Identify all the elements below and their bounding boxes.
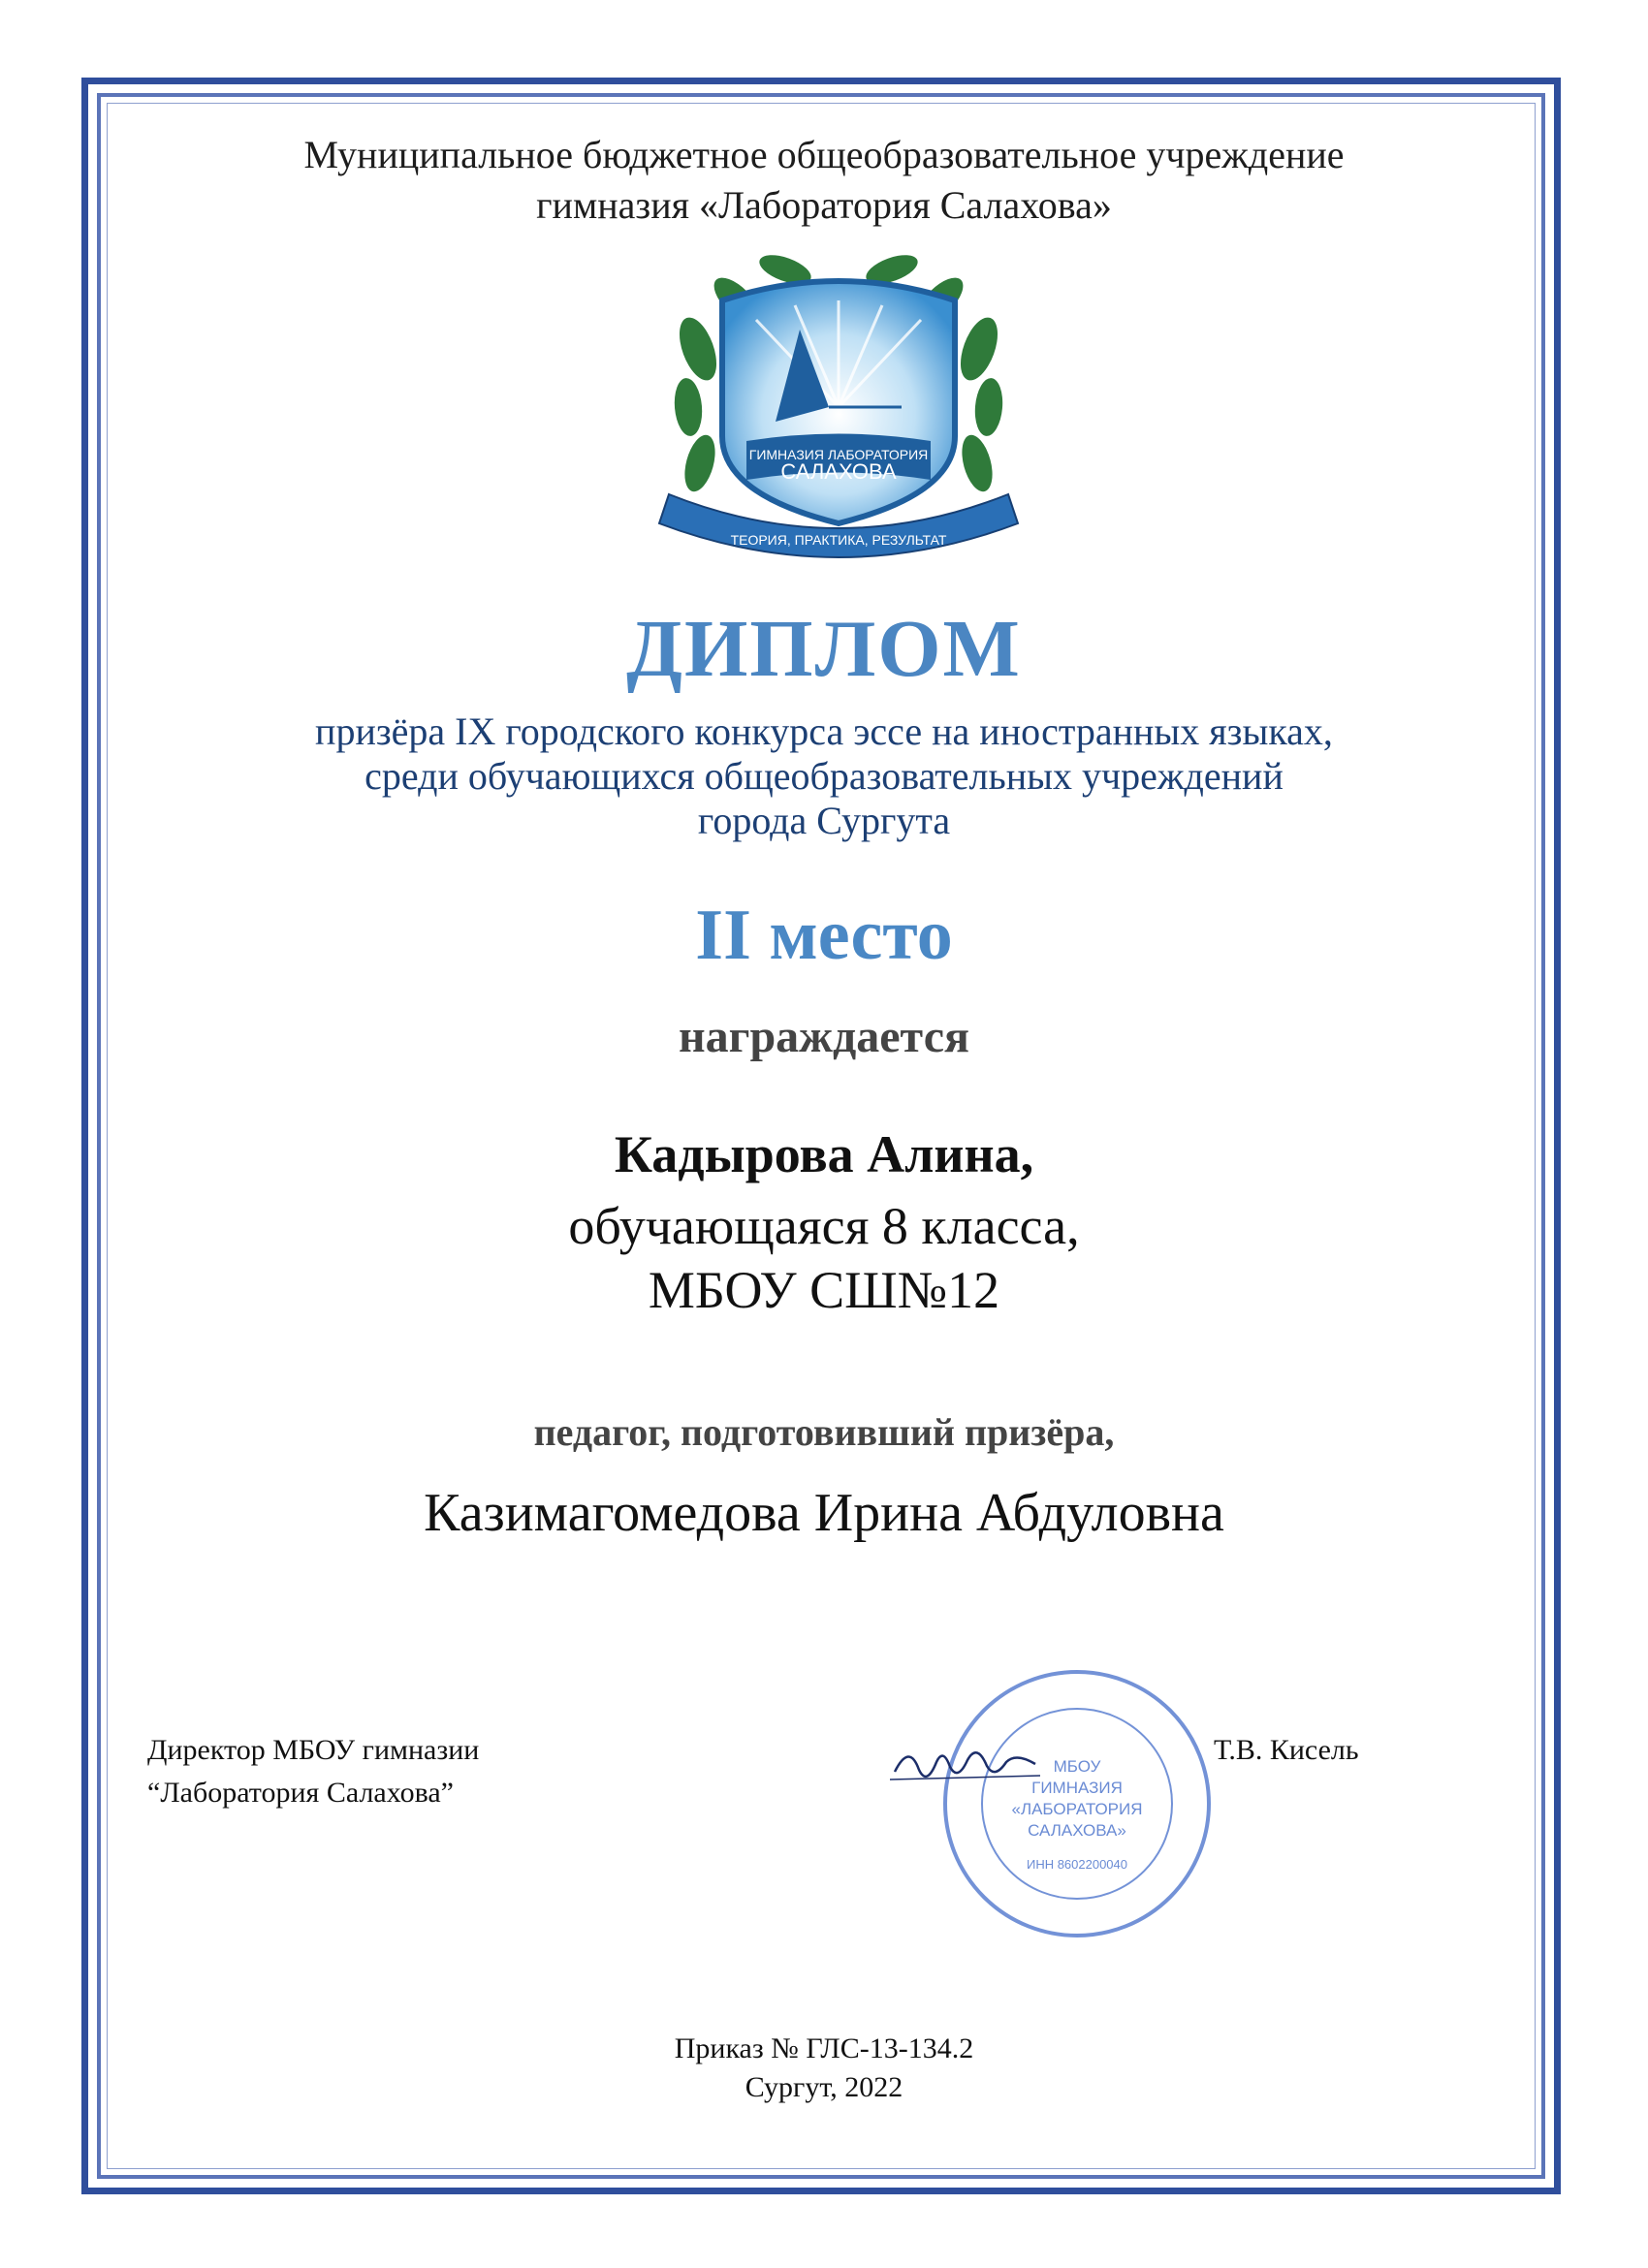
director-title (147, 1729, 479, 1814)
subtitle-line-1: призёра IX городского конкурса эссе на иностранных языках, (315, 709, 1333, 753)
emblem-ribbon-text: ТЕОРИЯ, ПРАКТИКА, РЕЗУЛЬТАТ (730, 532, 947, 548)
teacher-label: педагог, подготовивший призёра, (533, 1410, 1115, 1454)
teacher-name: Казимагомедова Ирина Абдуловна (424, 1483, 1224, 1543)
student-name: Кадырова Алина, (614, 1125, 1034, 1183)
subtitle-line-2: среди обучающихся общеобразовательных учреждений (364, 754, 1284, 798)
director-title-line-1: Директор МБОУ гимназии (147, 1734, 480, 1766)
student-info (0, 1194, 1648, 1322)
institution-header (0, 130, 1648, 231)
institution-line-2: гимназия «Лаборатория Салахова» (536, 183, 1112, 227)
subtitle-line-3: города Сургута (697, 799, 951, 842)
stamp-text-2: ГИМНАЗИЯ (1031, 1779, 1123, 1797)
order-number: Приказ № ГЛС-13-134.2 (674, 2032, 974, 2064)
director-title-line-2: “Лаборатория Салахова” (147, 1777, 454, 1809)
order-place-year: Сургут, 2022 (745, 2071, 903, 2103)
awarded-label: награждается (679, 1011, 969, 1062)
diploma-subtitle (0, 709, 1648, 843)
institution-line-1: Муниципальное бюджетное общеобразовательное учреждение (303, 133, 1345, 176)
director-name: Т.В. Кисель (1214, 1734, 1359, 1766)
emblem-text-2: САЛАХОВА (780, 459, 897, 484)
stamp-text-1: МБОУ (1053, 1757, 1101, 1776)
gymnasium-emblem (630, 233, 1047, 572)
place-heading: II место (695, 896, 953, 975)
stamp-text-3: «ЛАБОРАТОРИЯ (1011, 1800, 1143, 1818)
stamp-text-4: САЛАХОВА» (1028, 1821, 1126, 1840)
official-stamp (938, 1665, 1216, 1942)
student-school: МБОУ СШ№12 (648, 1261, 1000, 1319)
director-signature (890, 1733, 1045, 1791)
emblem-text-1: ГИМНАЗИЯ ЛАБОРАТОРИЯ (748, 447, 929, 462)
student-grade: обучающаяся 8 класса, (568, 1197, 1080, 1255)
stamp-inn: ИНН 8602200040 (1026, 1857, 1128, 1872)
order-info (0, 2030, 1648, 2107)
diploma-title: ДИПЛОМ (626, 604, 1022, 694)
